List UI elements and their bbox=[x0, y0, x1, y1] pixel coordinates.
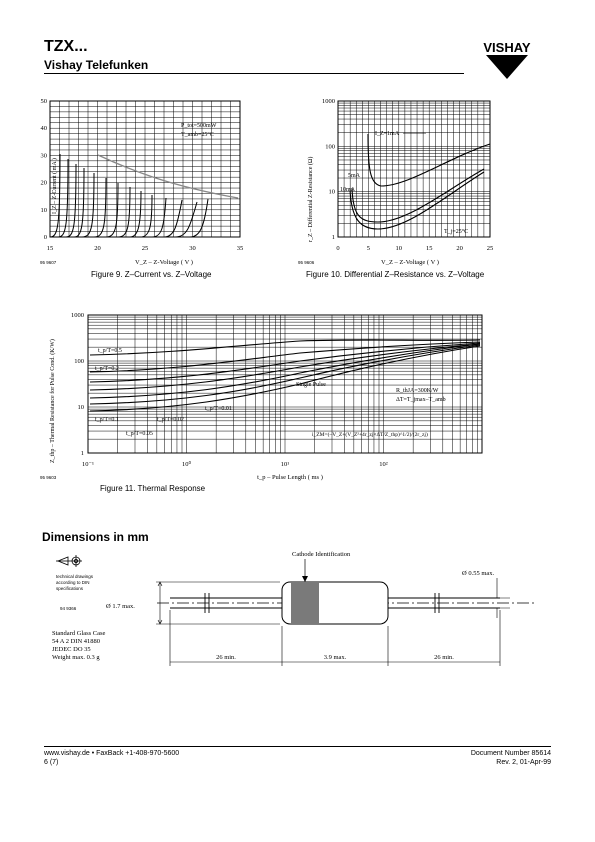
fig9-code: 95 9607 bbox=[40, 260, 57, 265]
page-title: TZX... bbox=[44, 38, 88, 55]
fig9-y-label: I_Z – Z-Current ( mA ) bbox=[52, 158, 58, 214]
x-tick-label: 10² bbox=[379, 461, 388, 468]
dimensions-drawing bbox=[52, 548, 552, 668]
body-diameter-label: Ø 1.7 max. bbox=[106, 603, 135, 610]
fig9-annot-ptot: P_tot=500mW bbox=[181, 123, 217, 129]
x-tick-label: 20 bbox=[456, 245, 463, 252]
x-tick-label: 20 bbox=[94, 245, 101, 252]
y-tick-label: 1 bbox=[331, 234, 335, 241]
drawing-number: 94 9366 bbox=[60, 606, 77, 611]
fig11-label-02: t_p/T=0.2 bbox=[95, 366, 119, 372]
y-tick-label: 100 bbox=[325, 143, 335, 151]
x-tick-label: 10¹ bbox=[280, 461, 290, 468]
x-tick-label: 10⁰ bbox=[181, 461, 192, 468]
fig10-label-1ma: I_Z=1mA bbox=[375, 131, 400, 137]
fig11-label-001: t_p/T=0.01 bbox=[205, 406, 232, 412]
y-tick-label: 10 bbox=[77, 404, 84, 411]
din-note-line1: technical drawings bbox=[56, 574, 94, 579]
zener-curve-6 bbox=[94, 178, 106, 237]
case-line4: Weight max. 0.3 g bbox=[52, 654, 100, 661]
zener-curve-8 bbox=[118, 187, 130, 237]
din-note-line2: according to DIN bbox=[56, 580, 90, 585]
figure-11-chart bbox=[40, 308, 500, 488]
logo-text: VISHAY bbox=[483, 40, 531, 55]
fig10-label-10ma: 10mA bbox=[340, 187, 355, 193]
header-rule bbox=[44, 73, 464, 74]
zener-curve-10 bbox=[140, 195, 152, 237]
y-tick-label: 50 bbox=[40, 98, 47, 105]
x-tick-label: 0 bbox=[336, 245, 340, 252]
din-symbol bbox=[56, 555, 82, 567]
y-tick-label: 30 bbox=[40, 152, 47, 160]
y-tick-label: 20 bbox=[40, 179, 47, 187]
y-tick-label: 1000 bbox=[322, 98, 335, 105]
x-tick-label: 25 bbox=[141, 245, 149, 252]
x-tick-label: 10 bbox=[395, 245, 403, 252]
dimensions-heading: Dimensions in mm bbox=[42, 530, 149, 544]
left-lead-length: 26 min. bbox=[216, 654, 236, 661]
figure-9-caption: Figure 9. Z–Current vs. Z–Voltage bbox=[91, 270, 212, 279]
fig11-label-002: t_p/T=0.02 bbox=[157, 417, 184, 423]
x-tick-label: 15 bbox=[425, 245, 433, 252]
fig9-annot-tamb: T_amb=25°C bbox=[181, 132, 214, 138]
footer-doc-number: Document Number 85614 bbox=[470, 750, 551, 757]
footer-rule bbox=[44, 746, 551, 747]
company-subtitle: Vishay Telefunken bbox=[44, 58, 149, 72]
cathode-band bbox=[291, 582, 319, 624]
x-tick-label: 15 bbox=[46, 245, 54, 252]
fig11-rth: R_thJA=300K/W bbox=[396, 388, 439, 394]
right-lead-length: 26 min. bbox=[434, 654, 454, 661]
y-tick-label: 1 bbox=[80, 450, 84, 457]
logo-triangle bbox=[486, 55, 528, 79]
x-tick-label: 30 bbox=[189, 245, 196, 252]
y-tick-label: 10 bbox=[40, 206, 47, 214]
fig11-formula: i_ZM=(–V_Z+(V_Z²+4r_zj×ΔT/Z_thp)^1/2)/(2r_zj) bbox=[312, 432, 428, 438]
fig10-y-label: r_Z – Differential Z-Resistance (Ω) bbox=[308, 156, 314, 242]
lead-diameter-label: Ø 0.55 max. bbox=[462, 570, 495, 577]
vishay-logo bbox=[466, 36, 548, 80]
x-tick-label: 10⁻¹ bbox=[82, 461, 94, 468]
fig11-label-01: t_p/T=0.1 bbox=[95, 417, 119, 423]
fig10-x-label: V_Z – Z-Voltage ( V ) bbox=[381, 259, 439, 266]
footer-revision: Rev. 2, 01-Apr-99 bbox=[496, 759, 551, 766]
fig11-delta-t: ΔT=T_jmax–T_amb bbox=[396, 397, 446, 403]
x-tick-label: 35 bbox=[236, 245, 244, 252]
case-line2: 54 A 2 DIN 41880 bbox=[52, 638, 101, 645]
fig11-code: 95 9603 bbox=[40, 475, 57, 480]
y-tick-label: 10 bbox=[328, 188, 335, 196]
y-tick-label: 100 bbox=[74, 358, 84, 365]
figure-10-chart bbox=[298, 94, 508, 294]
fig9-x-label: V_Z – Z-Voltage ( V ) bbox=[135, 259, 193, 266]
fig10-temp: T_j=25°C bbox=[444, 229, 469, 235]
x-tick-label: 25 bbox=[486, 245, 494, 252]
fig11-x-label: t_p – Pulse Length ( ms ) bbox=[257, 474, 323, 481]
figure-10-caption: Figure 10. Differential Z–Resistance vs. Z–Voltage bbox=[306, 270, 485, 279]
fig11-label-05: t_p/T=0.5 bbox=[98, 348, 122, 354]
power-limit-curve bbox=[98, 155, 238, 198]
fig11-y-label: Z_thp – Thermal Resistance for Pulse Cond. (K/W) bbox=[50, 339, 56, 463]
case-line3: JEDEC DO 35 bbox=[52, 646, 91, 653]
y-tick-label: 40 bbox=[40, 125, 47, 133]
plot-frame bbox=[338, 101, 490, 237]
figure-11-caption: Figure 11. Thermal Response bbox=[100, 484, 206, 493]
din-note-line3: specifications bbox=[56, 586, 84, 591]
y-tick-label: 0 bbox=[43, 234, 47, 241]
case-line1: Standard Glass Case bbox=[52, 630, 106, 637]
cathode-label: Cathode Identification bbox=[292, 551, 351, 558]
fig11-single-pulse: Single Pulse bbox=[296, 382, 326, 388]
fig11-label-005: t_p/T=0.05 bbox=[126, 431, 153, 437]
body-length: 3.9 max. bbox=[323, 654, 347, 661]
figure-9-chart bbox=[40, 94, 270, 294]
x-tick-label: 5 bbox=[366, 245, 371, 252]
y-tick-label: 1000 bbox=[71, 312, 84, 319]
fig10-label-5ma: 5mA bbox=[348, 173, 360, 179]
footer-page-number: 6 (7) bbox=[44, 759, 59, 766]
fig10-code: 95 9606 bbox=[298, 260, 315, 265]
footer-website[interactable]: www.vishay.de • FaxBack +1-408-970-5600 bbox=[44, 750, 180, 757]
